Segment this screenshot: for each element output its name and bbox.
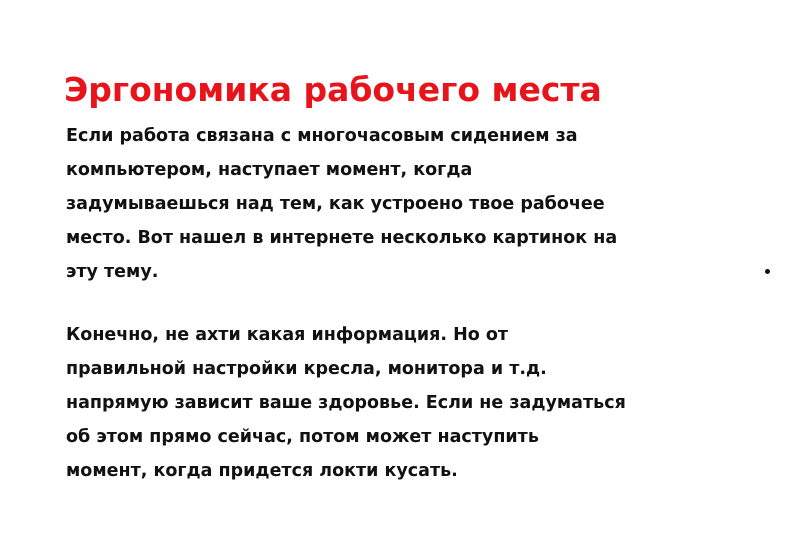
text-line: место. Вот нашел в интернете несколько картинок на (66, 228, 618, 248)
text-line: компьютером, наступает момент, когда (66, 160, 473, 180)
text-line: правильной настройки кресла, монитора и т.д. (66, 359, 547, 379)
text-line: момент, когда придется локти кусать. (66, 461, 458, 481)
paragraph-intro (66, 119, 617, 289)
stray-dot (765, 269, 770, 274)
text-line: об этом прямо сейчас, потом может наступить (66, 427, 539, 447)
text-line: напрямую зависит ваше здоровье. Если не задуматься (66, 393, 626, 413)
paragraph-conclusion (66, 318, 626, 488)
page-title: Эргономика рабочего места (64, 70, 602, 109)
text-line: эту тему. (66, 262, 159, 282)
text-line: Конечно, не ахти какая информация. Но от (66, 325, 509, 345)
text-line: Если работа связана с многочасовым сидением за (66, 126, 578, 146)
text-line: задумываешься над тем, как устроено твое рабочее (66, 194, 605, 214)
